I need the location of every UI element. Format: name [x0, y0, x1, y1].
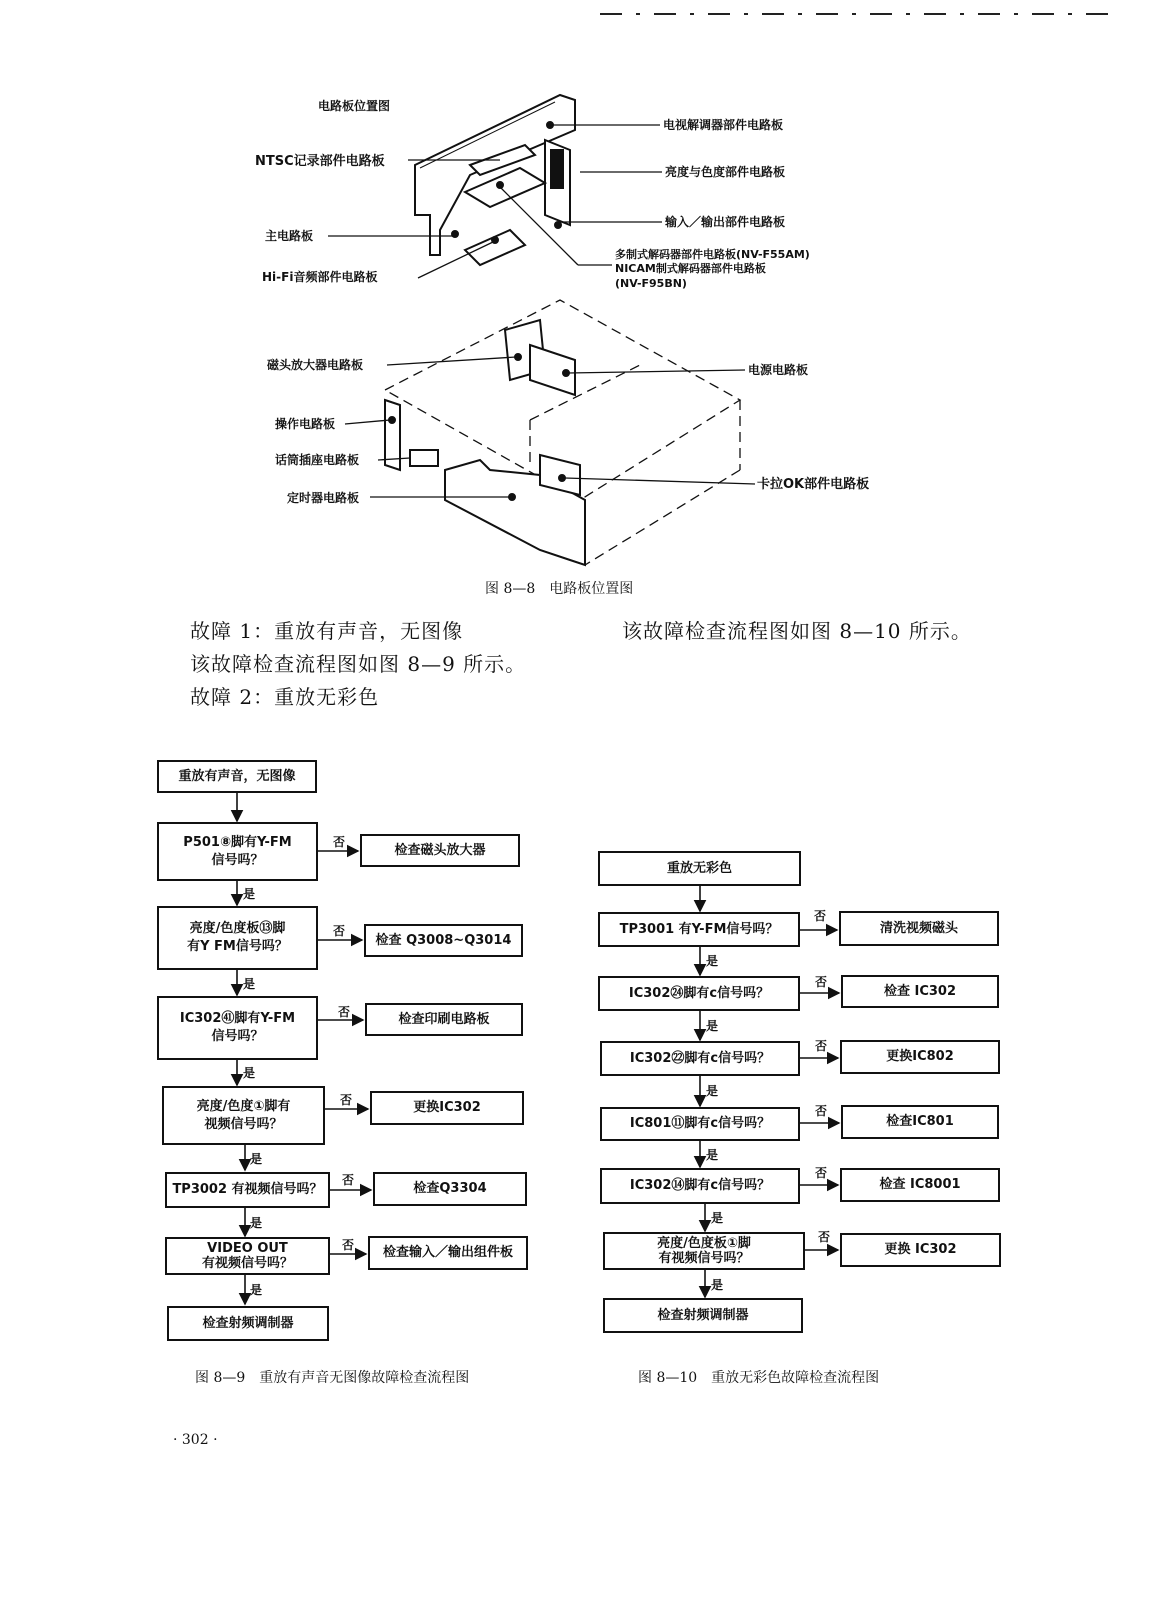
- flow-8-10-yes-1: 是: [706, 954, 719, 968]
- flow-8-9-yes-4: 是: [250, 1152, 263, 1166]
- flow-8-9-q1: P501⑧脚有Y-FM 信号吗？: [157, 822, 318, 881]
- flow-8-9-a3: 检查印刷电路板: [365, 1003, 523, 1036]
- flow-8-10-end: 检查射频调制器: [603, 1298, 803, 1333]
- flow-8-10-a4: 检查IC801: [841, 1105, 999, 1139]
- fault1-desc: 该故障检查流程图如图 8—9 所示。: [190, 652, 527, 676]
- flow-8-10-a2: 检查 IC302: [841, 975, 999, 1008]
- flow-8-9-no-2: 否: [333, 924, 346, 938]
- label-mic-board: 话筒插座电路板: [275, 453, 360, 467]
- flow-8-10-a3: 更换IC802: [840, 1040, 1000, 1074]
- label-head-amp-board: 磁头放大器电路板: [267, 358, 364, 372]
- flow-8-10-no-6: 否: [818, 1230, 831, 1244]
- flow-8-10-yes-2: 是: [706, 1019, 719, 1033]
- label-tuner-board: 电视解调器部件电路板: [663, 118, 784, 132]
- flow-8-10-yes-5: 是: [711, 1211, 724, 1225]
- label-hifi-board: Hi-Fi音频部件电路板: [262, 270, 378, 284]
- flow-8-9-q6: VIDEO OUT 有视频信号吗？: [165, 1237, 330, 1275]
- label-karaoke-board: 卡拉OK部件电路板: [757, 477, 870, 492]
- label-timer-board: 定时器电路板: [287, 491, 360, 505]
- flow-8-9-a1: 检查磁头放大器: [360, 834, 520, 867]
- flow-8-9-no-1: 否: [333, 835, 346, 849]
- flow-8-10-no-3: 否: [815, 1039, 828, 1053]
- flow-8-10-q5: IC302⑭脚有c信号吗？: [600, 1168, 800, 1204]
- label-operation-board: 操作电路板: [275, 417, 336, 431]
- label-luma-chroma-board: 亮度与色度部件电路板: [665, 165, 786, 179]
- figure-8-10-caption: 图 8—10 重放无彩色故障检查流程图: [638, 1370, 880, 1386]
- label-ntsc-board: NTSC记录部件电路板: [255, 154, 385, 169]
- flow-8-9-no-4: 否: [340, 1093, 353, 1107]
- fault1-title: 故障 1：重放有声音，无图像: [190, 619, 464, 643]
- flow-8-10-no-1: 否: [814, 909, 827, 923]
- flow-8-10-q1: TP3001 有Y-FM信号吗？: [598, 912, 800, 947]
- flow-8-10-a1: 清洗视频磁头: [839, 911, 999, 946]
- flow-8-9-a4: 更换IC302: [370, 1091, 524, 1125]
- label-io-board: 输入／输出部件电路板: [665, 215, 786, 229]
- flow-8-10-a6: 更换 IC302: [840, 1233, 1001, 1267]
- flow-8-9-yes-3: 是: [243, 1066, 256, 1080]
- flow-8-10-yes-3: 是: [706, 1084, 719, 1098]
- flow-8-9-no-3: 否: [338, 1005, 351, 1019]
- fault2-desc: 该故障检查流程图如图 8—10 所示。: [622, 619, 972, 643]
- flow-8-9-q5: TP3002 有视频信号吗？: [165, 1172, 330, 1208]
- flow-8-9-yes-2: 是: [243, 977, 256, 991]
- flow-8-9-a6: 检查输入／输出组件板: [368, 1236, 528, 1270]
- figure-8-8-caption: 图 8—8 电路板位置图: [485, 581, 634, 597]
- flow-8-9-q3: IC302㊶脚有Y-FM 信号吗？: [157, 996, 318, 1060]
- flow-8-10-q4: IC801⑪脚有c信号吗？: [600, 1107, 800, 1141]
- flow-8-10-start: 重放无彩色: [598, 851, 801, 886]
- flow-8-9-yes-6: 是: [250, 1283, 263, 1297]
- flow-8-10-yes-6: 是: [711, 1278, 724, 1292]
- flow-8-10-q6: 亮度/色度板①脚 有视频信号吗？: [603, 1232, 805, 1270]
- figure-header: 电路板位置图: [318, 99, 391, 113]
- flow-8-10-no-5: 否: [815, 1166, 828, 1180]
- flow-8-9-a5: 检查Q3304: [373, 1172, 527, 1206]
- flow-8-9-a2: 检查 Q3008~Q3014: [364, 924, 523, 957]
- flow-8-10-q3: IC302㉒脚有c信号吗？: [600, 1041, 800, 1076]
- figure-8-9-caption: 图 8—9 重放有声音无图像故障检查流程图: [195, 1370, 470, 1386]
- page-number: · 302 ·: [173, 1432, 218, 1448]
- flow-8-9-no-6: 否: [342, 1238, 355, 1252]
- flow-8-10-no-2: 否: [815, 975, 828, 989]
- label-main-board: 主电路板: [265, 229, 314, 243]
- label-power-board: 电源电路板: [748, 363, 809, 377]
- label-multi-decoder-2: NICAM制式解码器部件电路板: [615, 262, 766, 275]
- flow-8-10-yes-4: 是: [706, 1148, 719, 1162]
- flow-8-10-no-4: 否: [815, 1104, 828, 1118]
- flow-8-9-q2: 亮度/色度板⑬脚 有Y FM信号吗？: [157, 906, 318, 970]
- flow-8-9-end: 检查射频调制器: [167, 1306, 329, 1341]
- flow-8-9-q4: 亮度/色度①脚有 视频信号吗？: [162, 1086, 325, 1145]
- flow-8-10-a5: 检查 IC8001: [840, 1168, 1000, 1202]
- flow-8-9-yes-5: 是: [250, 1216, 263, 1230]
- flow-8-9-yes-1: 是: [243, 887, 256, 901]
- label-multi-decoder-3: (NV-F95BN): [615, 277, 687, 290]
- label-multi-decoder-1: 多制式解码器部件电路板(NV-F55AM): [615, 248, 810, 261]
- flow-8-9-no-5: 否: [342, 1173, 355, 1187]
- flow-8-10-q2: IC302㉔脚有c信号吗？: [598, 976, 800, 1011]
- flow-8-9-start: 重放有声音，无图像: [157, 760, 317, 793]
- fault2-title: 故障 2：重放无彩色: [190, 685, 380, 709]
